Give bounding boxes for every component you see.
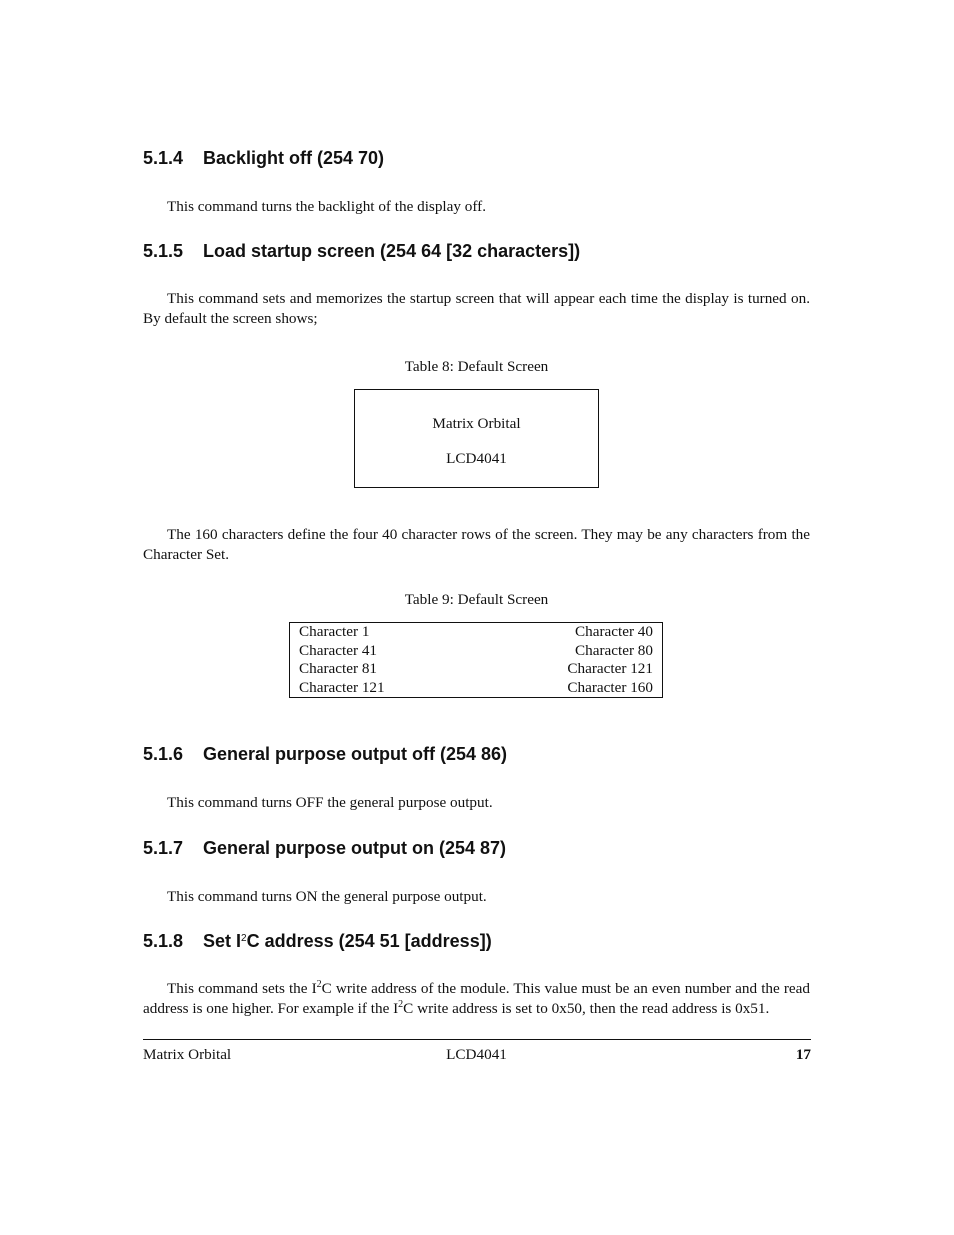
footer-model: LCD4041: [446, 1046, 507, 1063]
table-row: [299, 679, 653, 698]
screen-line-1: Matrix Orbital: [432, 415, 521, 432]
section-body-5-1-5-continued: [143, 525, 810, 564]
section-heading-5-1-5: [143, 240, 580, 262]
section-number: 5.1.4: [143, 148, 184, 168]
table-cell-right: Character 160: [567, 678, 653, 696]
section-number: 5.1.6: [143, 744, 184, 764]
section-body-5-1-8: [143, 979, 810, 1018]
table-cell-right: Character 80: [574, 641, 653, 659]
section-body-5-1-6: [143, 793, 810, 813]
table-row: [299, 660, 653, 679]
superscript: 2: [398, 998, 404, 1010]
paragraph-text: This command turns OFF the general purpose output.: [167, 794, 493, 811]
section-number: 5.1.7: [143, 838, 184, 858]
table-cell-right: Character 40: [574, 623, 653, 640]
table-cell-left: Character 81: [299, 660, 378, 678]
table-cell-left: Character 41: [299, 641, 378, 659]
page-number: 17: [795, 1046, 811, 1063]
section-title: General purpose output off (254 86): [203, 744, 508, 764]
paragraph-text: C write address of the module. This value must be an even number and the read address is one higher. For example if the I: [143, 980, 810, 1017]
section-heading-5-1-8: [143, 930, 492, 952]
paragraph-text: This command sets the I: [167, 980, 317, 997]
section-number: 5.1.5: [143, 241, 184, 261]
table-cell-right: Character 121: [567, 660, 653, 678]
superscript: 2: [241, 933, 247, 944]
section-title: Backlight off (254 70): [203, 148, 385, 168]
screen-line-2: LCD4041: [446, 450, 507, 467]
paragraph-text: This command turns the backlight of the display off.: [167, 198, 487, 215]
section-body-5-1-7: [143, 887, 810, 907]
table-cell-left: Character 1: [299, 623, 370, 640]
section-number: 5.1.8: [143, 931, 184, 951]
table-row: [299, 642, 653, 661]
table-row: [299, 623, 653, 642]
paragraph-text: C write address is set to 0x50, then the read address is 0x51.: [403, 999, 770, 1017]
character-table: [289, 622, 663, 698]
footer-company: Matrix Orbital: [143, 1046, 232, 1063]
superscript: 2: [316, 979, 322, 990]
section-body-5-1-5: [143, 289, 810, 328]
default-screen-box: [354, 389, 599, 488]
section-title-part: C address (254 51 [address]): [246, 931, 492, 951]
section-title: Load startup screen (254 64 [32 characters]): [203, 241, 581, 261]
section-heading-5-1-4: [143, 147, 384, 169]
section-title-part: Set I: [203, 931, 242, 951]
footer-rule: [143, 1039, 811, 1040]
paragraph-text: This command sets and memorizes the startup screen that will appear each time the display is turned on. By default the screen shows;: [143, 290, 810, 327]
paragraph-text: This command turns ON the general purpose output.: [167, 888, 487, 905]
section-heading-5-1-6: [143, 743, 507, 765]
table-9-caption: Table 9: Default Screen: [404, 591, 549, 608]
section-body-5-1-4: [143, 197, 810, 217]
table-cell-left: Character 121: [299, 678, 385, 696]
table-8-caption: Table 8: Default Screen: [404, 358, 549, 375]
section-heading-5-1-7: [143, 837, 506, 859]
section-title: General purpose output on (254 87): [203, 838, 507, 858]
paragraph-text: The 160 characters define the four 40 character rows of the screen. They may be any characters from the Character Set.: [143, 526, 810, 563]
